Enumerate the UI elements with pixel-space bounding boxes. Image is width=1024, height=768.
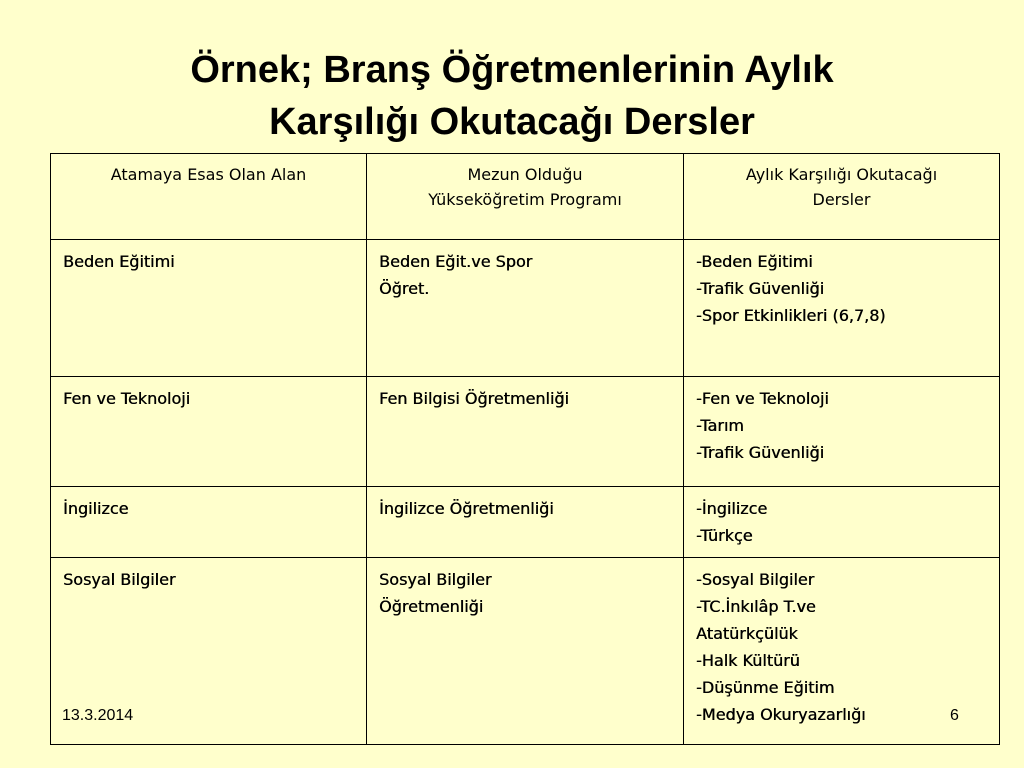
header-row — [51, 154, 1000, 240]
header-program-line: Mezun Olduğu — [467, 165, 583, 184]
cell-line: Sosyal Bilgiler — [63, 570, 176, 589]
course-table — [50, 153, 1000, 745]
table-row — [51, 240, 1000, 377]
title-line-1: Örnek; Branş Öğretmenlerinin Aylık — [190, 49, 834, 91]
table-row — [51, 487, 1000, 558]
cell-program — [367, 377, 684, 487]
cell-program — [367, 558, 684, 745]
slide-title — [0, 44, 1024, 148]
header-alan — [51, 154, 367, 240]
cell-line: Öğret. — [379, 279, 430, 298]
cell-line: Fen ve Teknoloji — [63, 389, 191, 408]
table-row — [51, 558, 1000, 745]
cell-line: Fen Bilgisi Öğretmenliği — [379, 389, 569, 408]
header-program-line: Yükseköğretim Programı — [428, 190, 622, 209]
cell-line: Öğretmenliği — [379, 597, 484, 616]
cell-alan — [51, 377, 367, 487]
cell-dersler — [684, 487, 1000, 558]
header-dersler-line: Aylık Karşılığı Okutacağı — [745, 165, 938, 184]
header-alan-line: Atamaya Esas Olan Alan — [110, 165, 307, 184]
cell-dersler — [684, 240, 1000, 377]
cell-line: -Sosyal Bilgiler — [696, 570, 815, 589]
header-dersler — [684, 154, 1000, 240]
cell-line: Sosyal Bilgiler — [379, 570, 492, 589]
page-number: 6 — [950, 707, 959, 724]
cell-line: -İngilizce — [696, 499, 768, 518]
title-line-2: Karşılığı Okutacağı Dersler — [269, 101, 755, 143]
cell-line: Atatürkçülük — [696, 624, 798, 643]
footer-date: 13.3.2014 — [62, 707, 134, 724]
cell-alan — [51, 240, 367, 377]
cell-program — [367, 487, 684, 558]
cell-line: Beden Eğitimi — [63, 252, 175, 271]
header-program — [367, 154, 684, 240]
cell-line: -TC.İnkılâp T.ve — [696, 597, 816, 616]
cell-line: -Spor Etkinlikleri (6,7,8) — [696, 306, 886, 325]
table-row — [51, 377, 1000, 487]
header-dersler-line: Dersler — [812, 190, 871, 209]
cell-line: Beden Eğit.ve Spor — [379, 252, 533, 271]
cell-line: -Türkçe — [696, 526, 753, 545]
cell-line: -Medya Okuryazarlığı — [696, 705, 866, 724]
cell-line: -Halk Kültürü — [696, 651, 800, 670]
cell-line: -Düşünme Eğitim — [696, 678, 835, 697]
cell-line: -Beden Eğitimi — [696, 252, 813, 271]
cell-line: -Fen ve Teknoloji — [696, 389, 829, 408]
cell-line: -Trafik Güvenliği — [696, 279, 825, 298]
cell-line: İngilizce — [63, 499, 129, 518]
cell-program — [367, 240, 684, 377]
cell-line: -Trafik Güvenliği — [696, 443, 825, 462]
cell-line: İngilizce Öğretmenliği — [379, 499, 554, 518]
cell-alan — [51, 487, 367, 558]
cell-dersler — [684, 377, 1000, 487]
cell-line: -Tarım — [696, 416, 744, 435]
